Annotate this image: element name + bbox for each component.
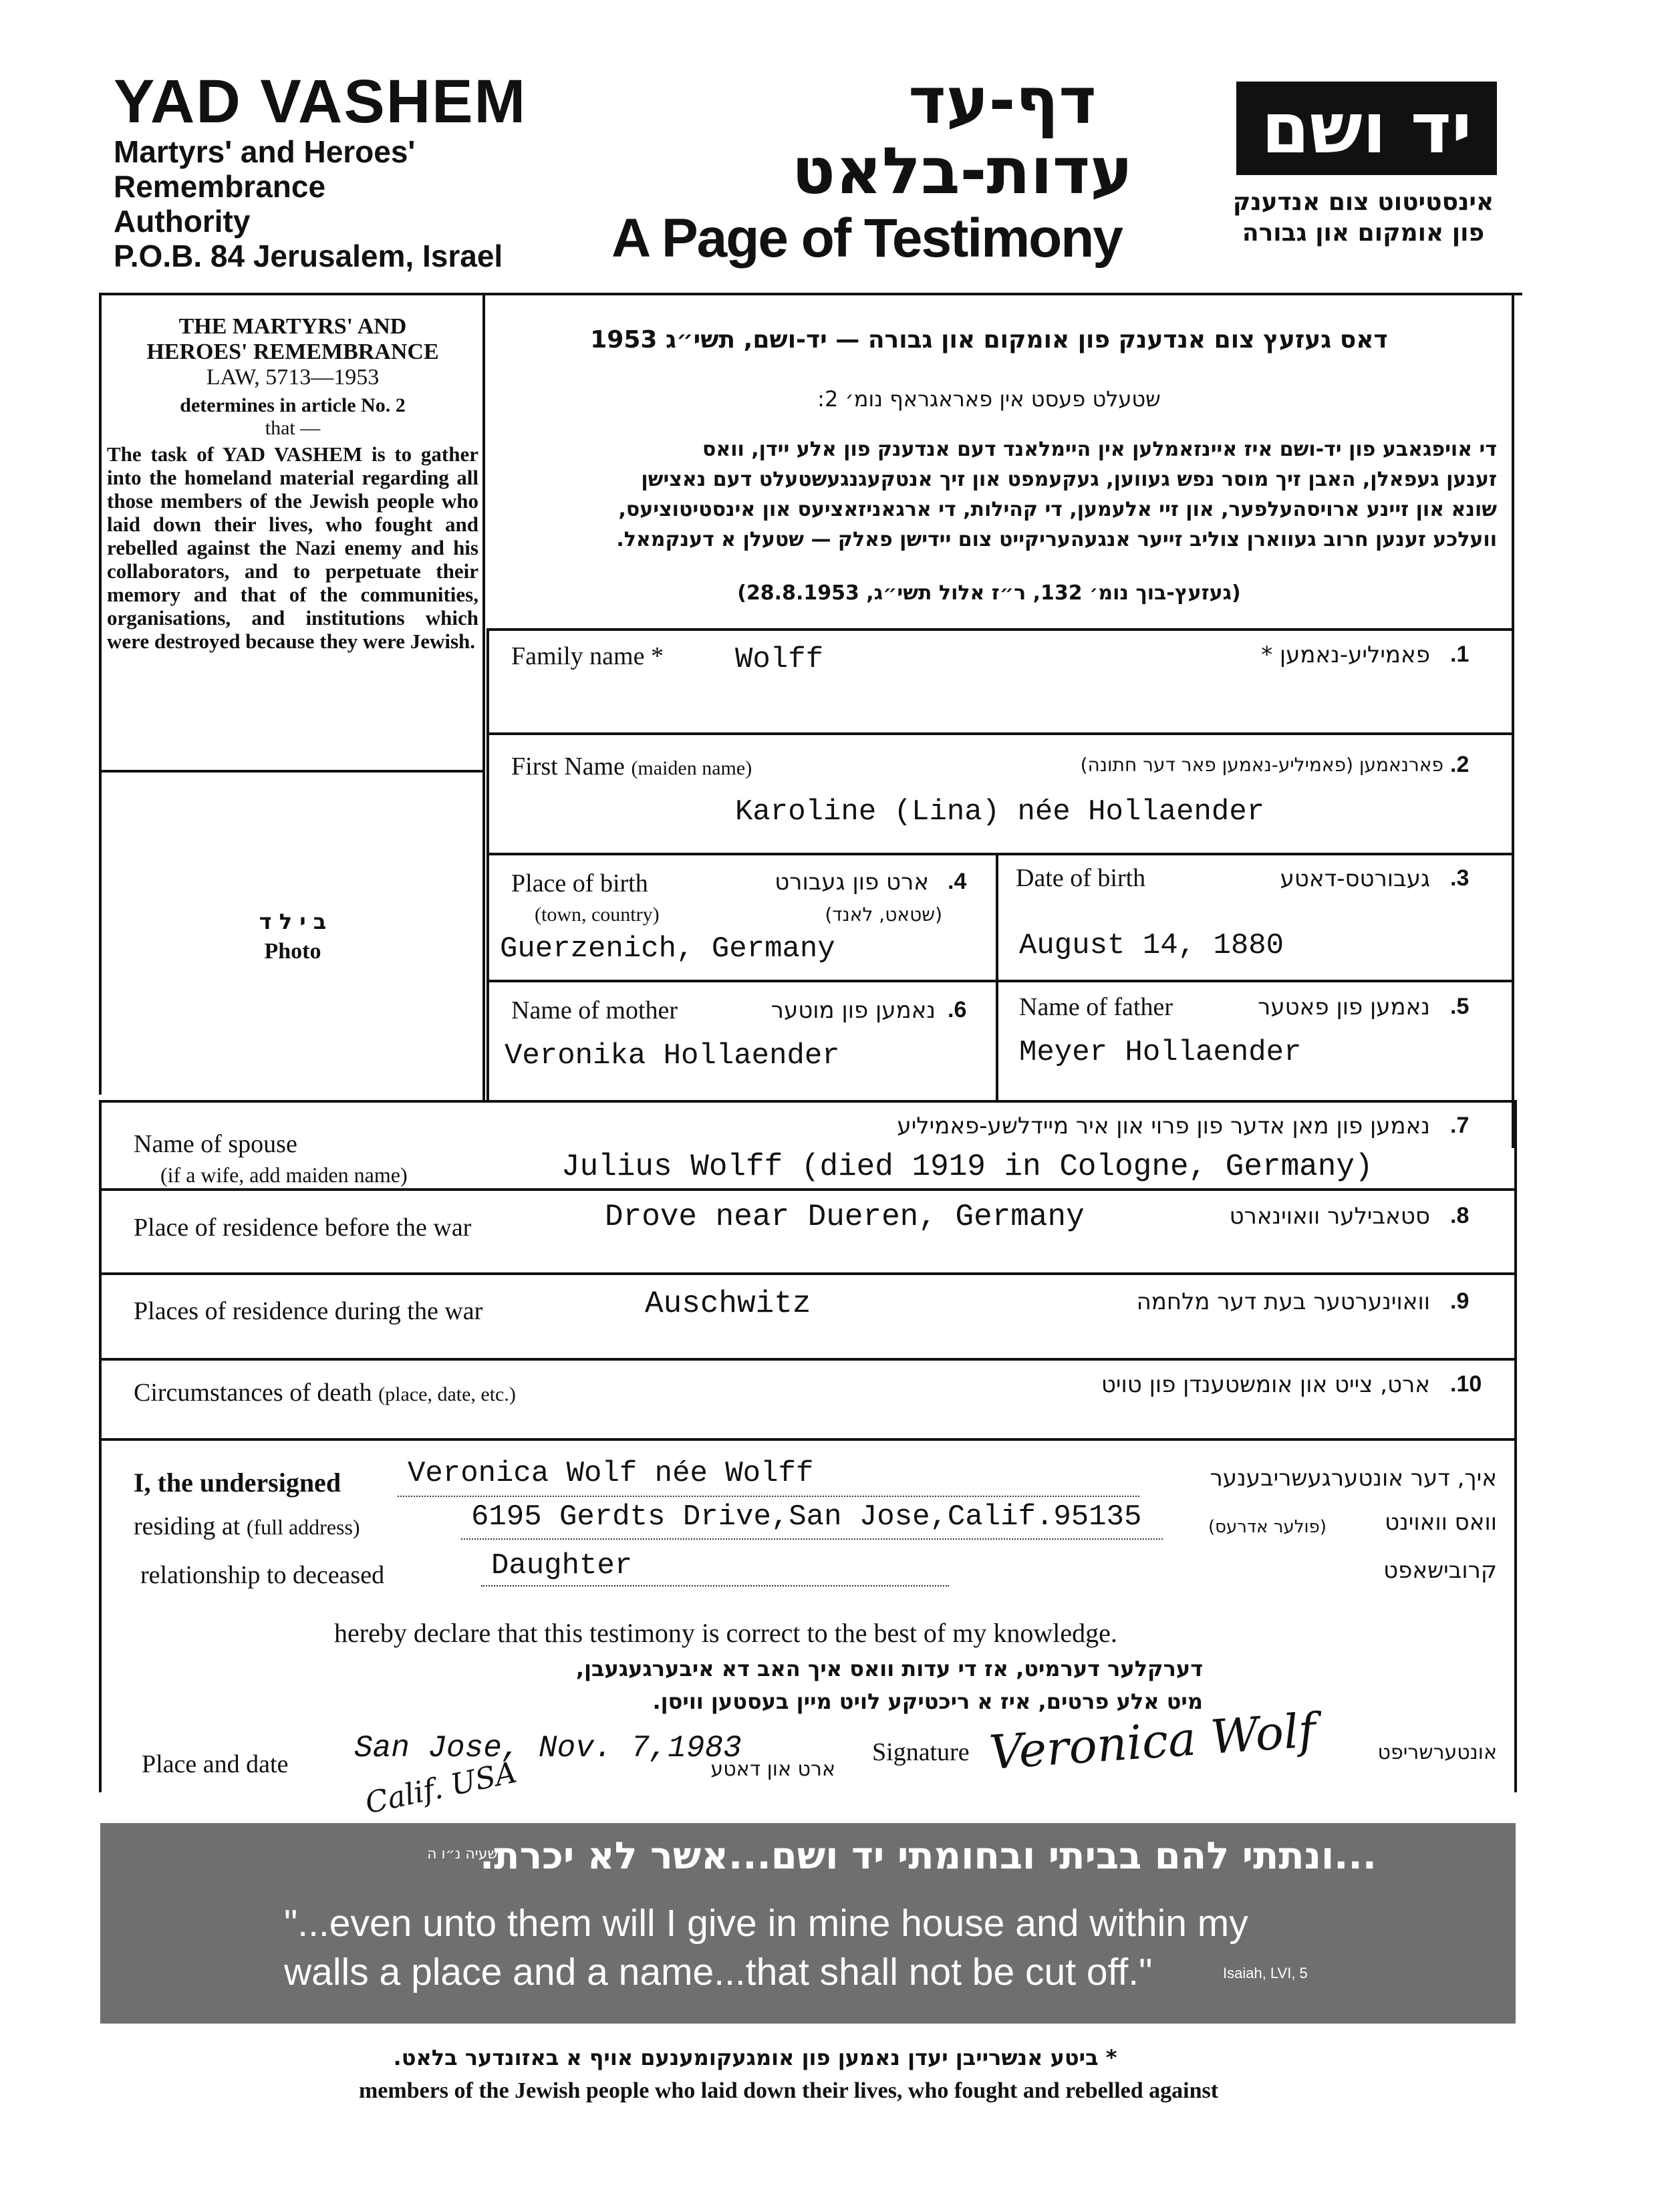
logo-subtitle-2: פון אומקום און גבורה [1242, 219, 1485, 247]
residence-before-label: Place of residence before the war [134, 1214, 472, 1242]
relationship-value[interactable]: Daughter [491, 1549, 633, 1582]
org-name: YAD VASHEM [114, 67, 527, 136]
field-number-10: .10 [1450, 1371, 1482, 1397]
place-of-birth-sub-hebrew: (שטאט, לאנד) [825, 904, 942, 926]
field-number-8: .8 [1450, 1203, 1470, 1228]
spouse-hebrew: נאמען פון מאן אדער פון פרוי און איר מיידלשע-פאמיליע [897, 1113, 1430, 1139]
undersigned-underline [398, 1496, 1139, 1497]
hebrew-law-line-4: וועלכע זענען חרוב געווארן צוליב זייער אנגעהעריקייט צום יידישן פאלק — שטעלן א דענקמאל. [616, 528, 1497, 551]
row10-bottom [99, 1438, 1514, 1441]
declare-text: hereby declare that this testimony is correct to the best of my knowledge. [334, 1618, 1117, 1648]
first-name-label-text: First Name [511, 752, 625, 781]
father-hebrew: נאמען פון פאטער [1258, 994, 1430, 1020]
family-name-value[interactable]: Wolff [735, 643, 824, 676]
first-name-label [511, 752, 752, 781]
residence-before-hebrew: סטאבילער וואוינארט [1229, 1203, 1430, 1230]
date-of-birth-hebrew: געבורטס-דאטע [1280, 865, 1430, 892]
law-intro-1: determines in article No. 2 [180, 394, 406, 416]
place-of-birth-hebrew: ארט פון געבורט [775, 869, 929, 895]
logo-text: יד ושם [1261, 88, 1472, 169]
address-label-sub: (full address) [246, 1515, 360, 1539]
row1-bottom [486, 732, 1512, 735]
field-number-5: .5 [1450, 994, 1470, 1019]
footer-hebrew: * ביטע אנשרייבן יעדן נאמען פון אומגעקומענעם אויף א באזונדער בלאט. [393, 2045, 1117, 2070]
banner-hebrew-ref: ישעיה נ״ו ה [427, 1846, 501, 1862]
relationship-hebrew: קרובישאפט [1383, 1557, 1497, 1584]
frame-left-decl [99, 1438, 102, 1792]
photo-label: Photo [264, 939, 321, 964]
banner-line-1: "...even unto them will I give in mine house and within my [284, 1902, 1248, 1945]
address-hebrew: וואס וואוינט [1385, 1509, 1497, 1536]
first-name-label-sub: (maiden name) [631, 757, 752, 779]
photo-hebrew: ב י ל ד [259, 909, 327, 934]
banner-reference: Isaiah, LVI, 5 [1223, 1965, 1308, 1981]
residence-during-hebrew: וואוינערטער בעת דער מלחמה [1136, 1288, 1430, 1315]
death-label-text: Circumstances of death [134, 1379, 372, 1407]
yad-vashem-logo [1236, 82, 1497, 175]
residence-during-label: Places of residence during the war [134, 1297, 483, 1325]
first-name-value[interactable]: Karoline (Lina) née Hollaender [735, 795, 1265, 829]
row3-bottom [486, 980, 1512, 982]
relationship-label: relationship to deceased [140, 1561, 385, 1589]
family-name-hebrew: פאמיליע-נאמען * [1261, 642, 1430, 668]
banner-hebrew: ...ונתתי להם בביתי ובחומתי יד ושם...אשר לא יכרת. [479, 1834, 1377, 1878]
hebrew-law-line-2: זענען געפאלן, האבן זיך מוסר נפש געווען, געקעמפט און זיך אנטקעגנגעשטעלט דעם נאצישן [641, 468, 1497, 491]
field-number-7: .7 [1450, 1113, 1470, 1138]
declare-hebrew-2: מיט אלע פרטים, איז א ריכטיקע לויט מיין בעסטען וויסן. [652, 1689, 1203, 1714]
relationship-underline [481, 1585, 949, 1586]
undersigned-label: I, the undersigned [134, 1468, 341, 1498]
hebrew-title-2: עדות-בלאט [791, 134, 1133, 209]
hebrew-title-1: דף-עד [908, 63, 1097, 138]
father-label: Name of father [1019, 993, 1173, 1021]
law-box [107, 314, 478, 653]
law-intro-2: that — [265, 417, 321, 439]
org-address: P.O.B. 84 Jerusalem, Israel [114, 239, 503, 273]
place-date-hebrew: ארט און דאטע [710, 1758, 835, 1781]
frame-left-lower [99, 1100, 102, 1439]
place-date-value[interactable]: San Jose, Nov. 7,1983 [354, 1731, 742, 1766]
row34-divider [996, 853, 998, 1103]
row7-bottom [99, 1188, 1514, 1191]
upper-bottom [99, 1100, 1514, 1103]
frame-top [99, 293, 1522, 295]
banner-line-2: walls a place and a name...that shall not be cut off." [284, 1951, 1153, 1993]
data-box-left [486, 628, 489, 1103]
field-number-4: .4 [948, 869, 967, 894]
page-title: A Page of Testimony [611, 208, 1122, 269]
address-hebrew-sub: (פולער אדרעס) [1208, 1517, 1327, 1537]
law-box-bottom [99, 770, 485, 773]
date-of-birth-label: Date of birth [1016, 864, 1146, 892]
family-name-label: Family name * [511, 642, 664, 670]
death-hebrew: ארט, צייט און אומשטענדן פון טויט [1101, 1371, 1430, 1398]
place-of-birth-label: Place of birth [511, 869, 648, 897]
address-label-text: residing at [134, 1512, 241, 1540]
org-line-1: Martyrs' and Heroes' [114, 134, 416, 169]
field-number-1: .1 [1450, 642, 1470, 667]
law-title-1: THE MARTYRS' AND [178, 314, 407, 339]
org-line-3: Authority [114, 204, 251, 239]
field-number-3: .3 [1450, 865, 1470, 891]
org-line-2: Remembrance [114, 169, 326, 204]
frame-right-decl [1514, 1438, 1517, 1792]
residence-before-value[interactable]: Drove near Dueren, Germany [605, 1200, 1085, 1234]
field-number-9: .9 [1450, 1288, 1470, 1314]
undersigned-hebrew: איך, דער אונטערגעשריבענער [1210, 1465, 1497, 1492]
field-number-2: .2 [1450, 752, 1470, 777]
place-date-extra: Calif. USA [362, 1755, 520, 1821]
hebrew-law-line-1: די אויפגאבע פון יד-ושם איז איינזאמלען אין היימלאנד דעם אנדענק פון אלע יידן, וואס [702, 438, 1497, 461]
first-name-hebrew: פארנאמען (פאמיליע-נאמען פאר דער חתונה) [1080, 754, 1443, 776]
hebrew-law-line-3: שונא און זיינע ארויסהעלפער, און זיי אלעמען, די קהילות, די ארגאניזאציעס און אינסטיטוציעס, [618, 498, 1497, 521]
spouse-value[interactable]: Julius Wolff (died 1919 in Cologne, Germany) [561, 1149, 1373, 1184]
law-title-2: HEROES' REMEMBRANCE [146, 339, 439, 364]
undersigned-value[interactable]: Veronica Wolf née Wolff [408, 1457, 814, 1490]
mother-hebrew: נאמען פון מוטער [771, 997, 936, 1024]
frame-right [1512, 293, 1514, 1148]
death-label [134, 1378, 516, 1407]
residence-during-value[interactable]: Auschwitz [645, 1286, 811, 1321]
address-label [134, 1512, 360, 1541]
place-date-label: Place and date [142, 1750, 289, 1778]
law-box-right [482, 293, 485, 1101]
field-number-6: .6 [948, 997, 967, 1022]
signature-hebrew: אונטערשריפט [1377, 1741, 1497, 1764]
death-label-sub: (place, date, etc.) [378, 1383, 516, 1405]
row2-bottom [486, 853, 1512, 855]
frame-left-upper [99, 293, 102, 1095]
logo-subtitle-1: אינסטיטוט צום אנדענק [1232, 188, 1494, 216]
signature-value[interactable]: Veronica Wolf [987, 1703, 1318, 1780]
spouse-label: Name of spouse [134, 1130, 297, 1158]
hebrew-law-citation: (געזעץ-בוך נומ׳ 132, ר״ז אלול תשי״ג, 28.8.1953) [737, 581, 1241, 605]
signature-label: Signature [872, 1738, 970, 1766]
hebrew-law-title: דאס געזעץ צום אנדענק פון אומקום און גבורה — יד-ושם, תשי״ג 1953 [590, 326, 1388, 354]
address-value[interactable]: 6195 Gerdts Drive,San Jose,Calif.95135 [471, 1500, 1142, 1534]
row8-bottom [99, 1272, 1514, 1275]
law-title-3: LAW, 5713—1953 [206, 365, 380, 390]
address-underline [461, 1538, 1163, 1540]
mother-value[interactable]: Veronika Hollaender [505, 1039, 840, 1073]
place-of-birth-value[interactable]: Guerzenich, Germany [500, 932, 835, 966]
date-of-birth-value[interactable]: August 14, 1880 [1019, 929, 1284, 962]
hebrew-law-bottom [486, 628, 1512, 631]
father-value[interactable]: Meyer Hollaender [1019, 1036, 1302, 1069]
footer-text: members of the Jewish people who laid down their lives, who fought and rebelled against [358, 2078, 1219, 2103]
mother-label: Name of mother [511, 996, 678, 1024]
declare-hebrew-1: דערקלער דערמיט, אז די עדות וואס איך האב דא איבערגעגעבן, [575, 1656, 1203, 1681]
place-of-birth-sub: (town, country) [535, 904, 660, 926]
row9-bottom [99, 1358, 1514, 1361]
frame-right-lower [1514, 1100, 1517, 1439]
hebrew-law-sub: שטעלט פעסט אין פאראגראף נומ׳ 2: [817, 386, 1161, 412]
law-body: The task of YAD VASHEM is to gather into the homeland material regarding all those members of the Jewish people who laid down their lives, who fought and rebelled against the Nazi enemy and his collaborators, and to perpetuate their memory and that of the communities, organisations, and institutions which were destroyed because they were Jewish. [107, 442, 478, 653]
spouse-sub: (if a wife, add maiden name) [160, 1163, 408, 1187]
